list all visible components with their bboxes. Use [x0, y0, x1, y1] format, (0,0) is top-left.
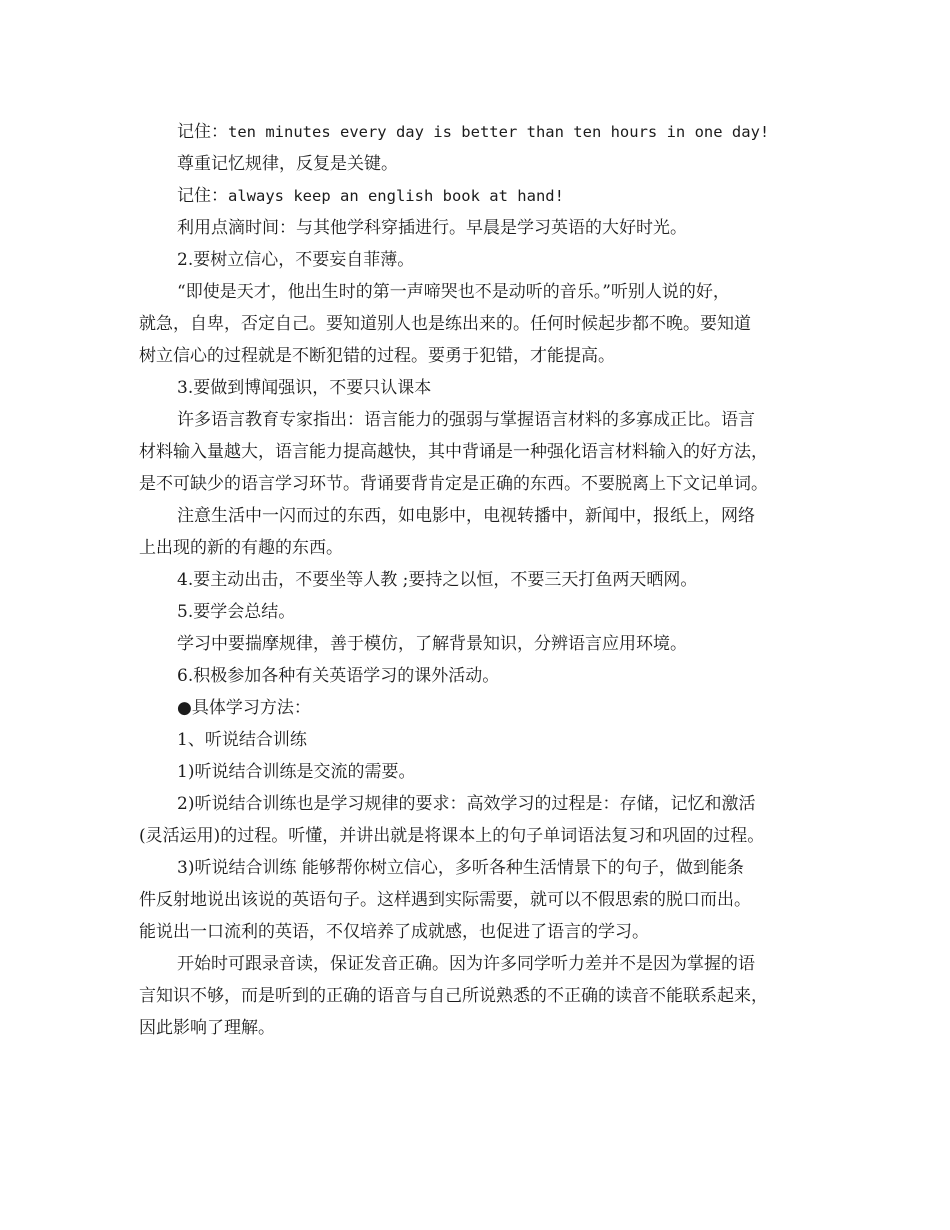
paragraph-line: 材料输入量越大，语言能力提高越快，其中背诵是一种强化语言材料输入的好方法， — [139, 442, 768, 462]
paragraph-line: 注意生活中一闪而过的东西，如电影中，电视转播中，新闻中，报纸上，网络 — [177, 506, 755, 526]
paragraph-line — [139, 116, 829, 148]
paragraph-line: 言知识不够，而是听到的正确的语音与自己所说熟悉的不正确的读音不能联系起来， — [139, 986, 768, 1006]
paragraph-line: “即使是天才，他出生时的第一声啼哭也不是动听的音乐。”听别人说的好， — [177, 282, 730, 302]
list-item: 3)听说结合训练 能够帮你树立信心，多听各种生活情景下的句子，做到能条 — [177, 858, 744, 878]
paragraph-line — [139, 180, 829, 212]
paragraph-line: (灵活运用)的过程。听懂，并讲出就是将课本上的句子单词语法复习和巩固的过程。 — [139, 826, 765, 846]
section-heading: 4.要主动出击，不要坐等人教 ;要持之以恒，不要三天打鱼两天晒网。 — [177, 570, 698, 590]
section-heading: 3.要做到博闻强识，不要只认课本 — [177, 378, 432, 398]
paragraph-line: 是不可缺少的语言学习环节。背诵要背肯定是正确的东西。不要脱离上下文记单词。 — [139, 474, 768, 494]
paragraph-line: 就急，自卑，否定自己。要知道别人也是练出来的。任何时候起步都不晚。要知道 — [139, 314, 751, 334]
section-heading: 5.要学会总结。 — [177, 602, 296, 622]
paragraph-line: 尊重记忆规律，反复是关键。 — [177, 154, 398, 174]
list-item: 2)听说结合训练也是学习规律的要求：高效学习的过程是：存储，记忆和激活 — [177, 794, 756, 814]
section-heading: ●具体学习方法： — [177, 698, 311, 718]
line-prefix: 记住： — [177, 186, 228, 206]
list-item: 1)听说结合训练是交流的需要。 — [177, 762, 416, 782]
paragraph-line: 能说出一口流利的英语，不仅培养了成就感，也促进了语言的学习。 — [139, 922, 649, 942]
section-heading: 6.积极参加各种有关英语学习的课外活动。 — [177, 666, 500, 686]
paragraph-line: 学习中要揣摩规律，善于模仿，了解背景知识，分辨语言应用环境。 — [177, 634, 687, 654]
paragraph-line: 树立信心的过程就是不断犯错的过程。要勇于犯错，才能提高。 — [139, 346, 615, 366]
subsection-heading: 1、听说结合训练 — [177, 730, 307, 750]
paragraph-line: 许多语言教育专家指出：语言能力的强弱与掌握语言材料的多寡成正比。语言 — [177, 410, 755, 430]
paragraph-line: 利用点滴时间：与其他学科穿插进行。早晨是学习英语的大好时光。 — [177, 218, 687, 238]
paragraph-line: 开始时可跟录音读，保证发音正确。因为许多同学听力差并不是因为掌握的语 — [177, 954, 755, 974]
paragraph-line: 因此影响了理解。 — [139, 1018, 275, 1038]
paragraph-line: 件反射地说出该说的英语句子。这样遇到实际需要，就可以不假思索的脱口而出。 — [139, 890, 751, 910]
document-body — [139, 116, 829, 1044]
section-heading: 2.要树立信心，不要妄自菲薄。 — [177, 250, 415, 270]
paragraph-line: 上出现的新的有趣的东西。 — [139, 538, 343, 558]
line-prefix: 记住： — [177, 122, 228, 142]
english-text: always keep an english book at hand! — [228, 187, 564, 205]
english-text: ten minutes every day is better than ten hours in one day! — [228, 123, 770, 141]
